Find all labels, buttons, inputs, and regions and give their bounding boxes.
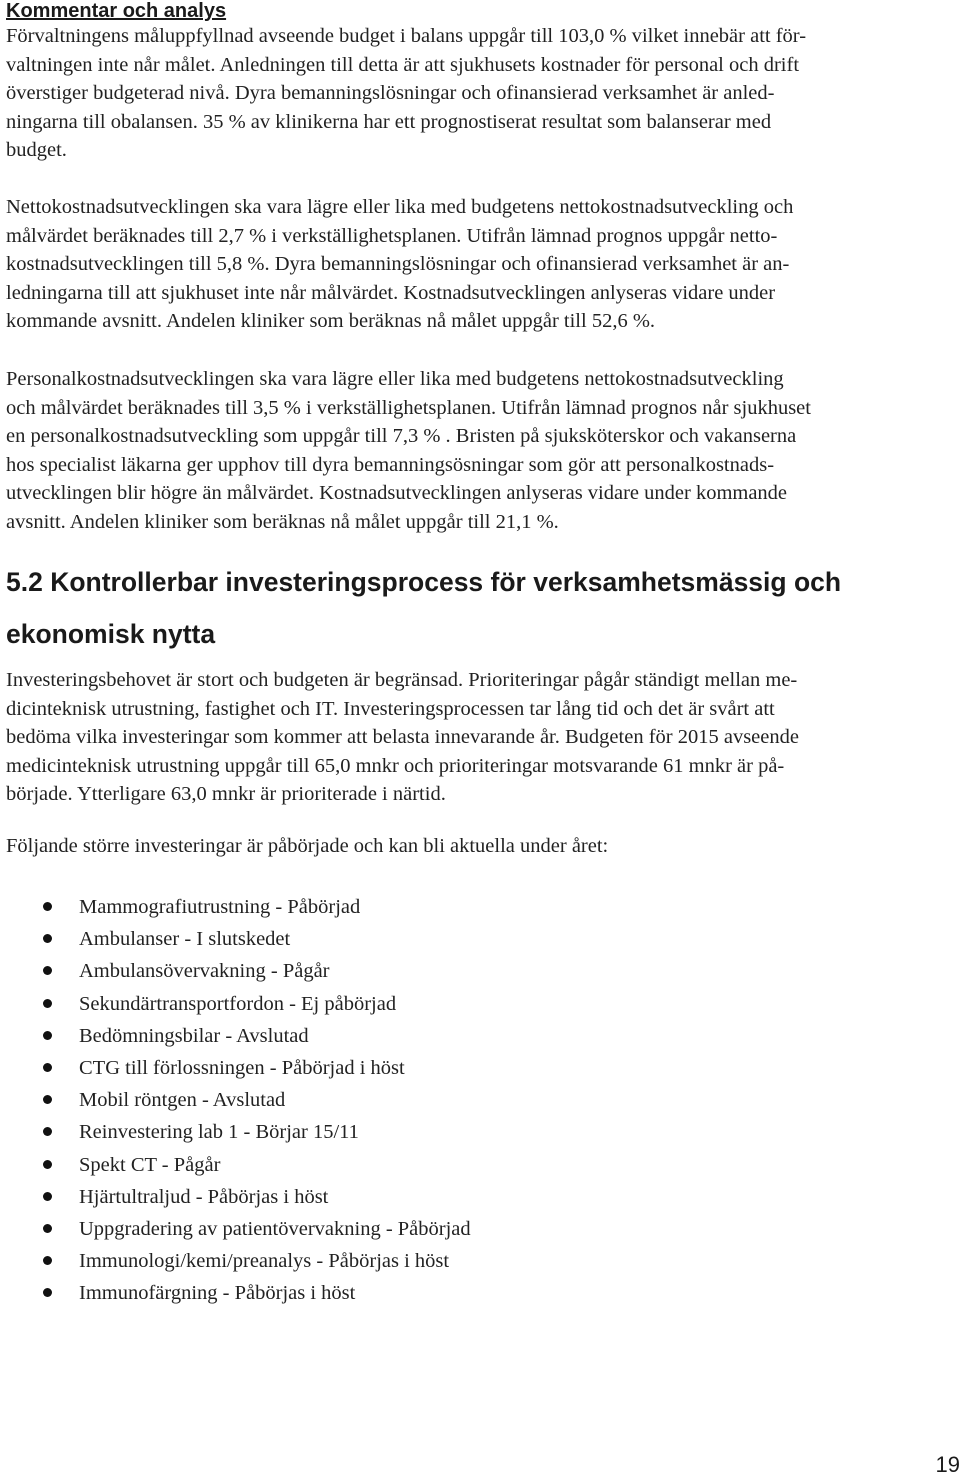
paragraph-budget-balance	[6, 22, 956, 165]
list-item	[6, 1149, 956, 1181]
section-heading: Kommentar och analys	[6, 0, 227, 22]
text-line: dicinteknisk utrustning, fastighet och IT. Investeringsprocessen tar lång tid och det är svårt att	[6, 697, 775, 720]
bullet-icon	[43, 902, 52, 911]
text-line: budget.	[6, 139, 67, 162]
text-line: överstiger budgeterad nivå. Dyra bemanningslösningar och ofinansierad verksamhet är anled-	[6, 82, 775, 105]
text-line: utvecklingen blir högre än målvärdet. Kostnadsutvecklingen anlyseras vidare under kommande	[6, 482, 788, 505]
text-line: Förvaltningens måluppfyllnad avseende budget i balans uppgår till 103,0 % vilket innebär att för-	[6, 25, 807, 47]
chapter-title	[6, 556, 956, 660]
text-line: Personalkostnadsutvecklingen ska vara lägre eller lika med budgetens nettokostnadsutveckling	[6, 368, 784, 390]
list-item-label: Immunofärgning - Påbörjas i höst	[79, 1282, 356, 1305]
bullet-icon	[43, 1031, 52, 1040]
text-line: målvärdet beräknades till 2,7 % i verkställighetsplanen. Utifrån lämnad prognos uppgår netto-	[6, 224, 778, 247]
text-line: avsnitt. Andelen kliniker som beräknas nå målet uppgår till 21,1 %.	[6, 510, 559, 533]
list-item-label: Ambulansövervakning - Pågår	[79, 960, 330, 983]
text-line: Följande större investeringar är påbörjade och kan bli aktuella under året:	[6, 835, 609, 857]
text-line: hos specialist läkarna ger upphov till dyra bemanningsösningar som gör att personalkostnads-	[6, 453, 775, 476]
bullet-icon	[43, 966, 52, 975]
chapter-title-line: 5.2 Kontrollerbar investeringsprocess för verksamhetsmässig och	[6, 567, 842, 597]
bullet-icon	[43, 934, 52, 943]
text-line: ledningarna till att sjukhuset inte når målvärdet. Kostnadsutvecklingen anlyseras vidare under	[6, 281, 776, 304]
list-item	[6, 891, 956, 923]
bullet-icon	[43, 1256, 52, 1265]
paragraph-personnel-cost-development	[6, 365, 956, 537]
page-number: 19	[935, 1452, 960, 1477]
text-line: och målvärdet beräknades till 3,5 % i verkställighetsplanen. Utifrån lämnad prognos når sjukhuset	[6, 396, 811, 419]
bullet-icon	[43, 1288, 52, 1297]
list-item-label: Bedömningsbilar - Avslutad	[79, 1024, 309, 1047]
list-item-label: Ambulanser - I slutskedet	[79, 928, 291, 951]
list-item-label: Sekundärtransportfordon - Ej påbörjad	[79, 992, 397, 1015]
text-line: Nettokostnadsutvecklingen ska vara lägre eller lika med budgetens nettokostnadsutveckling och	[6, 196, 794, 218]
bullet-icon	[43, 1063, 52, 1072]
bullet-icon	[43, 999, 52, 1008]
paragraph-investment-need	[6, 666, 956, 809]
list-item	[6, 923, 956, 955]
list-item	[6, 1116, 956, 1148]
list-item	[6, 1245, 956, 1277]
paragraph-list-intro	[6, 832, 956, 861]
text-line: kostnadsutvecklingen till 5,8 %. Dyra bemanningslösningar och ofinansierad verksamhet är an-	[6, 253, 790, 276]
bullet-icon	[43, 1127, 52, 1136]
list-item-label: Mammografiutrustning - Påbörjad	[79, 896, 361, 918]
list-item-label: Reinvestering lab 1 - Börjar 15/11	[79, 1121, 359, 1144]
list-item	[6, 1020, 956, 1052]
list-item-label: Mobil röntgen - Avslutad	[79, 1089, 286, 1112]
text-line: började. Ytterligare 63,0 mnkr är prioriterade i närtid.	[6, 783, 446, 806]
list-item	[6, 1213, 956, 1245]
investment-list	[6, 891, 956, 1310]
bullet-icon	[43, 1095, 52, 1104]
list-item	[6, 1277, 956, 1309]
list-item	[6, 1181, 956, 1213]
list-item-label: CTG till förlossningen - Påbörjad i höst	[79, 1057, 405, 1080]
list-item	[6, 988, 956, 1020]
text-line: valtningen inte når målet. Anledningen till detta är att sjukhusets kostnader för personal och drift	[6, 53, 800, 76]
bullet-icon	[43, 1192, 52, 1201]
text-line: bedöma vilka investeringar som kommer att belasta innevarande år. Budgeten för 2015 avseende	[6, 726, 799, 749]
text-line: ningarna till obalansen. 35 % av klinikerna har ett prognostiserat resultat som balanserar med	[6, 110, 772, 133]
list-item-label: Spekt CT - Pågår	[79, 1153, 221, 1176]
paragraph-net-cost-development	[6, 193, 956, 336]
list-item	[6, 1084, 956, 1116]
list-item-label: Uppgradering av patientövervakning - Påbörjad	[79, 1218, 471, 1241]
text-line: medicinteknisk utrustning uppgår till 65,0 mnkr och prioriteringar motsvarande 61 mnkr är på-	[6, 754, 785, 777]
text-line: Investeringsbehovet är stort och budgeten är begränsad. Prioriteringar pågår ständigt mellan me-	[6, 669, 798, 691]
list-item	[6, 1052, 956, 1084]
bullet-icon	[43, 1160, 52, 1169]
chapter-title-line: ekonomisk nytta	[6, 619, 216, 649]
text-line: kommande avsnitt. Andelen kliniker som beräknas nå målet uppgår till 52,6 %.	[6, 310, 656, 333]
list-item-label: Immunologi/kemi/preanalys - Påbörjas i höst	[79, 1250, 450, 1273]
list-item	[6, 955, 956, 987]
list-item-label: Hjärtultraljud - Påbörjas i höst	[79, 1185, 329, 1208]
text-line: en personalkostnadsutveckling som uppgår till 7,3 % . Bristen på sjuksköterskor och vakanserna	[6, 425, 797, 448]
bullet-icon	[43, 1224, 52, 1233]
